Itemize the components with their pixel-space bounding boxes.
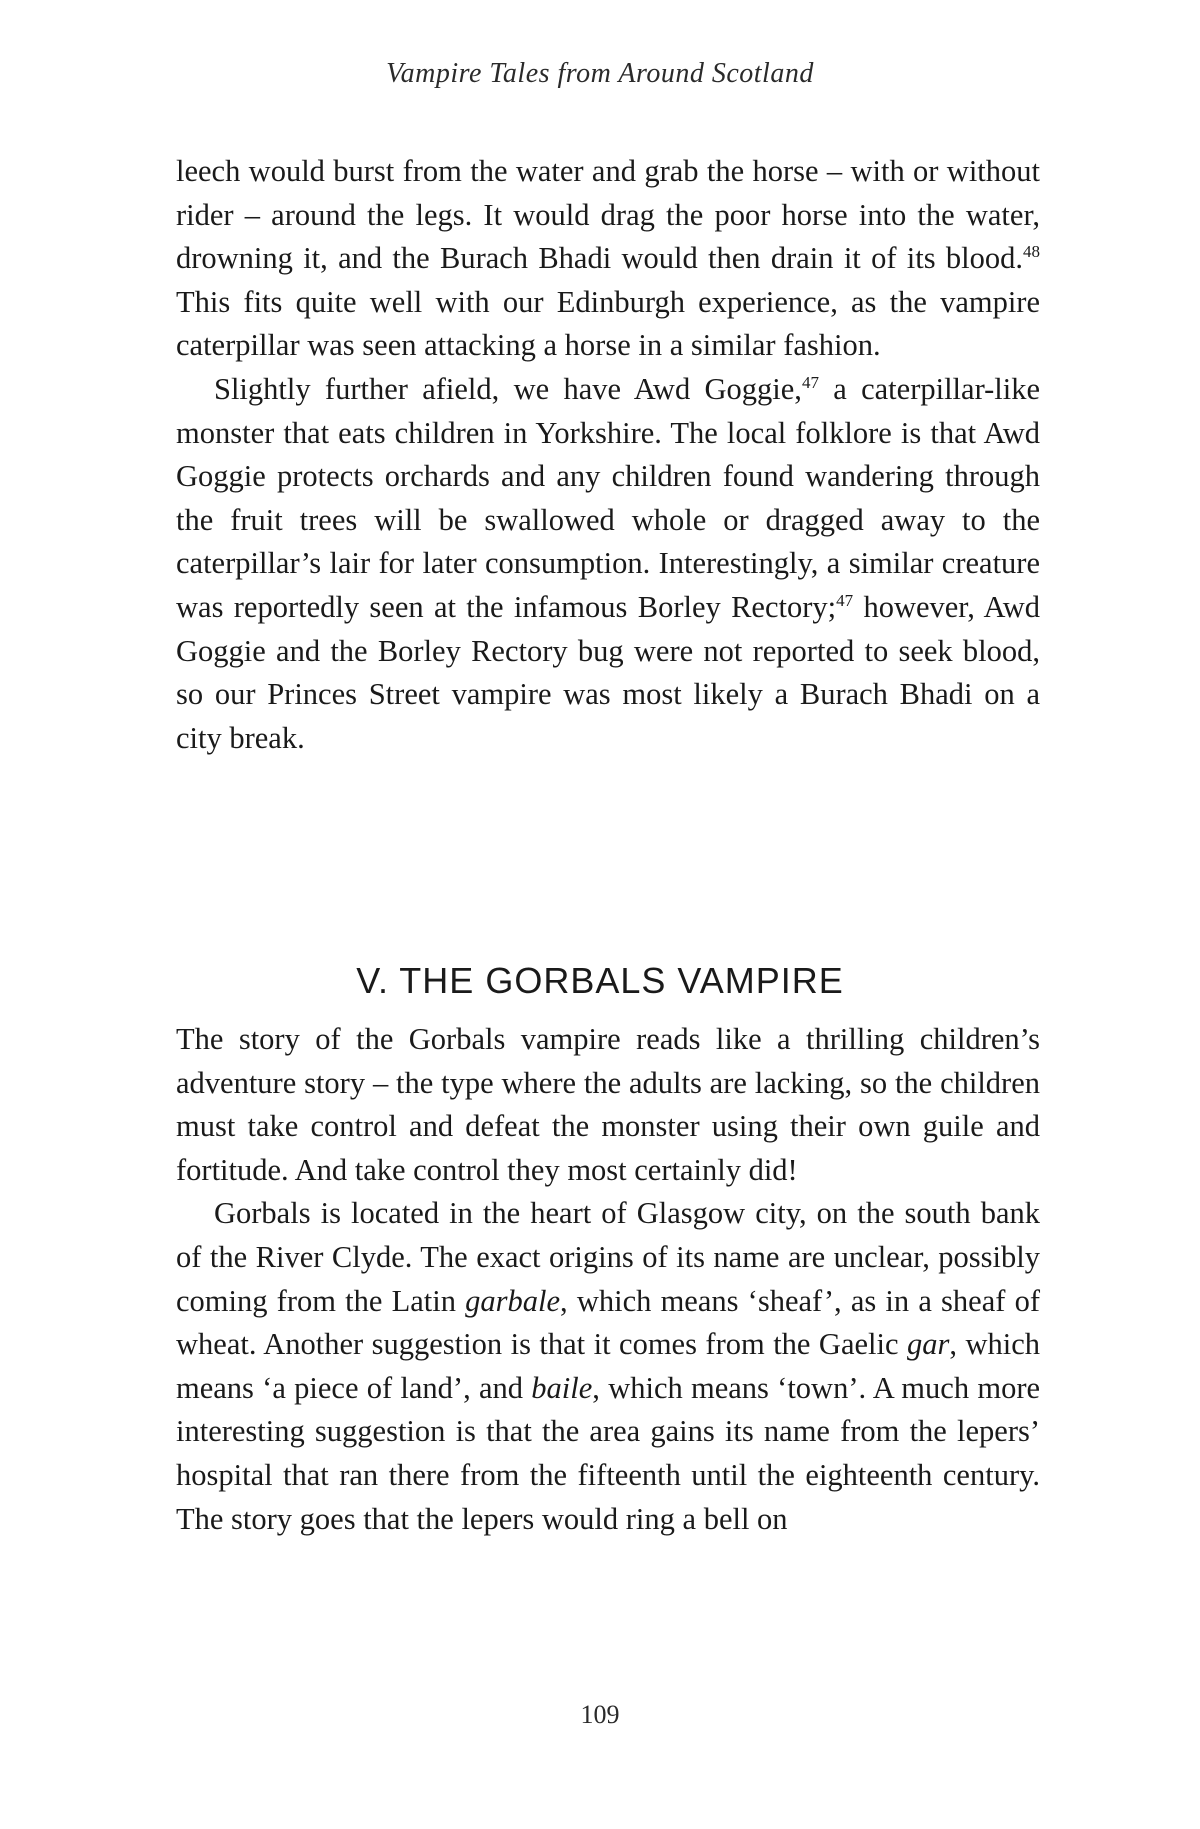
text-run: however, Awd Goggie and the Borley Rectory bug were not reported to seek blood, so our Princes Street vampire was most likely a Burach Bhadi on a city break. [176, 589, 1041, 755]
paragraph [176, 1018, 1040, 1192]
text-run: This fits quite well with our Edinburgh experience, as the vampire caterpillar was seen attacking a horse in a similar fashion. [176, 284, 1040, 363]
text-run: Gorbals is located in the heart of Glasgow city, on the south bank of the River Clyde. The exact origins of its name are unclear, possibly coming from the Latin [176, 1196, 1040, 1318]
body-text-bottom [176, 1018, 1040, 1541]
body-text-top [176, 150, 1040, 760]
text-run: The story of the Gorbals vampire reads like a thrilling children’s adventure story – the type where the adults are lacking, so the children must take control and defeat the monster using their own guile and fortitude. And take control they most certainly did! [176, 1022, 1040, 1187]
footnote-marker: 48 [1023, 242, 1040, 262]
paragraph [176, 368, 1040, 760]
text-run: Slightly further afield, we have Awd Goggie, [214, 371, 802, 406]
running-head: Vampire Tales from Around Scotland [386, 58, 814, 89]
text-run: , which means ‘sheaf’, as in a sheaf of wheat. Another suggestion is that it comes from the Gaelic [176, 1283, 1040, 1362]
text-run: a caterpillar-like monster that eats children in Yorkshire. The local folklore is that Awd Goggie protects orchards and any children found wandering through the fruit trees will be swallowed whole or dragged away to the caterpillar’s lair for later consumption. Interestingly, a similar creature was reportedly seen at the infamous Borley Rectory; [176, 371, 1041, 624]
text-run: leech would burst from the water and grab the horse – with or without rider – around the legs. It would drag the poor horse into the water, drowning it, and the Burach Bhadi would then drain it of its blood. [176, 154, 1040, 276]
italic-term: baile [531, 1370, 593, 1405]
paragraph [176, 1192, 1040, 1541]
page-number: 109 [580, 1700, 620, 1729]
paragraph [176, 150, 1040, 368]
footnote-marker: 47 [836, 590, 854, 610]
footnote-marker: 47 [801, 372, 819, 392]
italic-term: garbale [465, 1283, 561, 1318]
text-run: , which means ‘a piece of land’, and [176, 1327, 1040, 1405]
section-heading: V. THE GORBALS VAMPIRE [356, 959, 844, 1001]
italic-term: gar [906, 1327, 950, 1362]
text-run: , which means ‘town’. A much more interesting suggestion is that the area gains its name from the lepers’ hospital that ran there from the fifteenth until the eighteenth century. The story goes that the lepers would ring a bell on [176, 1370, 1041, 1536]
